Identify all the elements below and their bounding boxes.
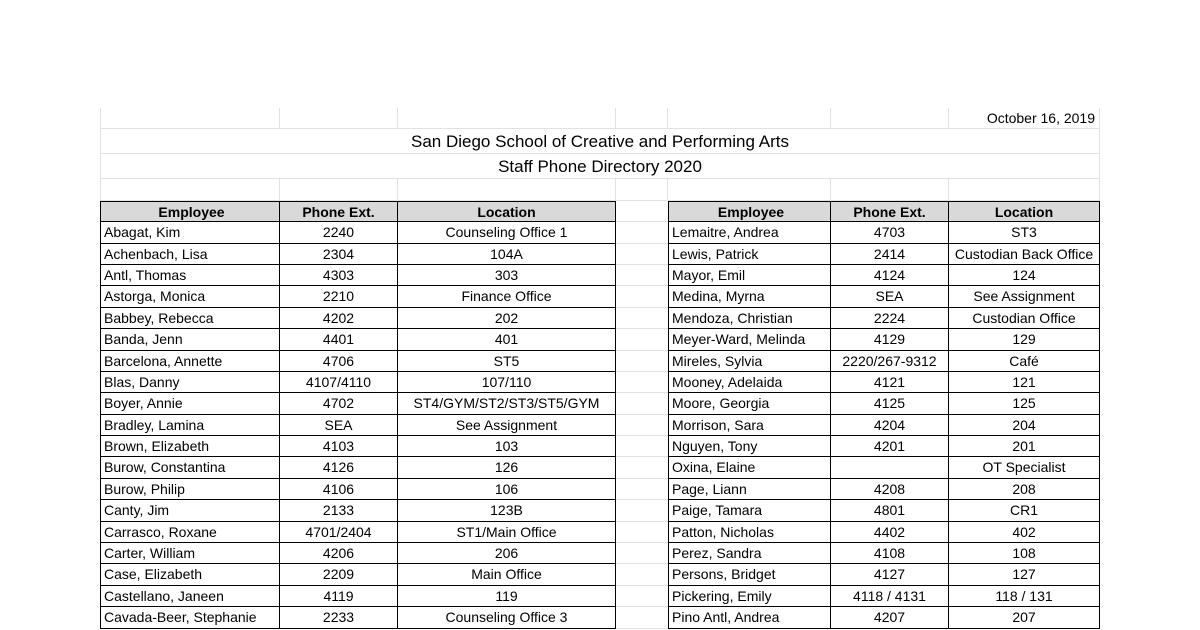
location: 401: [398, 329, 616, 350]
location: 207: [949, 607, 1100, 628]
employee-name: Persons, Bridget: [668, 564, 831, 585]
phone-ext: SEA: [831, 286, 949, 307]
location: 204: [949, 415, 1100, 436]
location: 107/110: [398, 372, 616, 393]
location: ST5: [398, 351, 616, 372]
employee-name: Moore, Georgia: [668, 393, 831, 414]
spreadsheet: [100, 108, 1100, 629]
location: 206: [398, 543, 616, 564]
employee-name: Barcelona, Annette: [100, 351, 280, 372]
location: 202: [398, 308, 616, 329]
location: CR1: [949, 500, 1100, 521]
phone-ext: 4402: [831, 522, 949, 543]
table-row: [100, 522, 1100, 543]
employee-name: Castellano, Janeen: [100, 586, 280, 607]
directory-title: Staff Phone Directory 2020: [100, 154, 1100, 179]
location: 106: [398, 479, 616, 500]
employee-name: Boyer, Annie: [100, 393, 280, 414]
employee-name: Banda, Jenn: [100, 329, 280, 350]
employee-name: Brown, Elizabeth: [100, 436, 280, 457]
directory-rows: [100, 222, 1100, 628]
table-row: [100, 564, 1100, 585]
phone-ext: 4706: [280, 351, 398, 372]
employee-name: Cavada-Beer, Stephanie: [100, 607, 280, 628]
location: 118 / 131: [949, 586, 1100, 607]
phone-ext: 4208: [831, 479, 949, 500]
phone-ext: 2133: [280, 500, 398, 521]
header-row: [100, 201, 1100, 222]
phone-ext: 4126: [280, 457, 398, 478]
phone-ext: 4103: [280, 436, 398, 457]
table-row: [100, 479, 1100, 500]
phone-ext: 2209: [280, 564, 398, 585]
phone-ext: 4703: [831, 222, 949, 243]
employee-name: Case, Elizabeth: [100, 564, 280, 585]
employee-name: Pino Antl, Andrea: [668, 607, 831, 628]
table-row: [100, 500, 1100, 521]
table-row: [100, 436, 1100, 457]
location: ST4/GYM/ST2/ST3/ST5/GYM: [398, 393, 616, 414]
table-row: [100, 265, 1100, 286]
location: 303: [398, 265, 616, 286]
employee-name: Bradley, Lamina: [100, 415, 280, 436]
date-row: [100, 108, 1100, 129]
location: 201: [949, 436, 1100, 457]
location: 126: [398, 457, 616, 478]
employee-name: Burow, Constantina: [100, 457, 280, 478]
table-row: [100, 543, 1100, 564]
phone-ext: 2304: [280, 244, 398, 265]
location: Counseling Office 1: [398, 222, 616, 243]
phone-ext: 4119: [280, 586, 398, 607]
employee-header-right: Employee: [668, 201, 831, 222]
blank-row: [100, 179, 1100, 200]
employee-name: Pickering, Emily: [668, 586, 831, 607]
location: See Assignment: [398, 415, 616, 436]
location: 103: [398, 436, 616, 457]
date-cell: October 16, 2019: [949, 108, 1100, 129]
phone-ext: 4107/4110: [280, 372, 398, 393]
employee-name: Page, Liann: [668, 479, 831, 500]
phone-ext: 4121: [831, 372, 949, 393]
location: 123B: [398, 500, 616, 521]
phone-ext: 4701/2404: [280, 522, 398, 543]
school-title: San Diego School of Creative and Performing Arts: [100, 129, 1100, 154]
table-row: [100, 586, 1100, 607]
location-header-left: Location: [398, 201, 616, 222]
phone-ext: 4129: [831, 329, 949, 350]
table-row: [100, 607, 1100, 628]
location: Main Office: [398, 564, 616, 585]
employee-name: Astorga, Monica: [100, 286, 280, 307]
location: ST1/Main Office: [398, 522, 616, 543]
employee-name: Perez, Sandra: [668, 543, 831, 564]
employee-name: Paige, Tamara: [668, 500, 831, 521]
location: Café: [949, 351, 1100, 372]
phone-ext: 4401: [280, 329, 398, 350]
directory-title-row: [100, 154, 1100, 179]
phone-ext: 4108: [831, 543, 949, 564]
table-row: [100, 457, 1100, 478]
phone-ext: [831, 457, 949, 478]
phone-ext: 2240: [280, 222, 398, 243]
location: 104A: [398, 244, 616, 265]
phone-ext: 2224: [831, 308, 949, 329]
location: See Assignment: [949, 286, 1100, 307]
phone-ext: 2220/267-9312: [831, 351, 949, 372]
employee-name: Blas, Danny: [100, 372, 280, 393]
table-row: [100, 372, 1100, 393]
location: 127: [949, 564, 1100, 585]
phone-ext: 4106: [280, 479, 398, 500]
location: 402: [949, 522, 1100, 543]
phone-ext: 4127: [831, 564, 949, 585]
employee-name: Canty, Jim: [100, 500, 280, 521]
phone-ext: 4206: [280, 543, 398, 564]
location: Custodian Office: [949, 308, 1100, 329]
phone-ext-header-left: Phone Ext.: [280, 201, 398, 222]
employee-name: Babbey, Rebecca: [100, 308, 280, 329]
table-row: [100, 244, 1100, 265]
phone-ext: 4118 / 4131: [831, 586, 949, 607]
location: Custodian Back Office: [949, 244, 1100, 265]
employee-header-left: Employee: [100, 201, 280, 222]
phone-ext: 4204: [831, 415, 949, 436]
table-row: [100, 329, 1100, 350]
employee-name: Carrasco, Roxane: [100, 522, 280, 543]
employee-name: Achenbach, Lisa: [100, 244, 280, 265]
employee-name: Carter, William: [100, 543, 280, 564]
employee-name: Burow, Philip: [100, 479, 280, 500]
location: OT Specialist: [949, 457, 1100, 478]
phone-ext: 4125: [831, 393, 949, 414]
employee-name: Mooney, Adelaida: [668, 372, 831, 393]
location: 125: [949, 393, 1100, 414]
phone-ext: 2414: [831, 244, 949, 265]
employee-name: Lewis, Patrick: [668, 244, 831, 265]
location: Counseling Office 3: [398, 607, 616, 628]
location: 108: [949, 543, 1100, 564]
table-row: [100, 415, 1100, 436]
location: 129: [949, 329, 1100, 350]
employee-name: Patton, Nicholas: [668, 522, 831, 543]
location: ST3: [949, 222, 1100, 243]
employee-name: Morrison, Sara: [668, 415, 831, 436]
employee-name: Lemaitre, Andrea: [668, 222, 831, 243]
location: 124: [949, 265, 1100, 286]
location: 208: [949, 479, 1100, 500]
school-title-row: [100, 129, 1100, 154]
employee-name: Mayor, Emil: [668, 265, 831, 286]
employee-name: Meyer-Ward, Melinda: [668, 329, 831, 350]
employee-name: Nguyen, Tony: [668, 436, 831, 457]
location: 119: [398, 586, 616, 607]
table-row: [100, 351, 1100, 372]
phone-ext: 4801: [831, 500, 949, 521]
phone-ext: SEA: [280, 415, 398, 436]
employee-name: Mireles, Sylvia: [668, 351, 831, 372]
table-row: [100, 308, 1100, 329]
employee-name: Abagat, Kim: [100, 222, 280, 243]
phone-ext: 4702: [280, 393, 398, 414]
location-header-right: Location: [949, 201, 1100, 222]
phone-ext: 4201: [831, 436, 949, 457]
table-row: [100, 393, 1100, 414]
phone-ext: 2210: [280, 286, 398, 307]
phone-ext: 4207: [831, 607, 949, 628]
location: Finance Office: [398, 286, 616, 307]
phone-ext: 4124: [831, 265, 949, 286]
employee-name: Mendoza, Christian: [668, 308, 831, 329]
table-row: [100, 222, 1100, 243]
table-row: [100, 286, 1100, 307]
employee-name: Oxina, Elaine: [668, 457, 831, 478]
phone-ext: 4303: [280, 265, 398, 286]
phone-ext-header-right: Phone Ext.: [831, 201, 949, 222]
phone-ext: 4202: [280, 308, 398, 329]
location: 121: [949, 372, 1100, 393]
phone-ext: 2233: [280, 607, 398, 628]
employee-name: Antl, Thomas: [100, 265, 280, 286]
employee-name: Medina, Myrna: [668, 286, 831, 307]
